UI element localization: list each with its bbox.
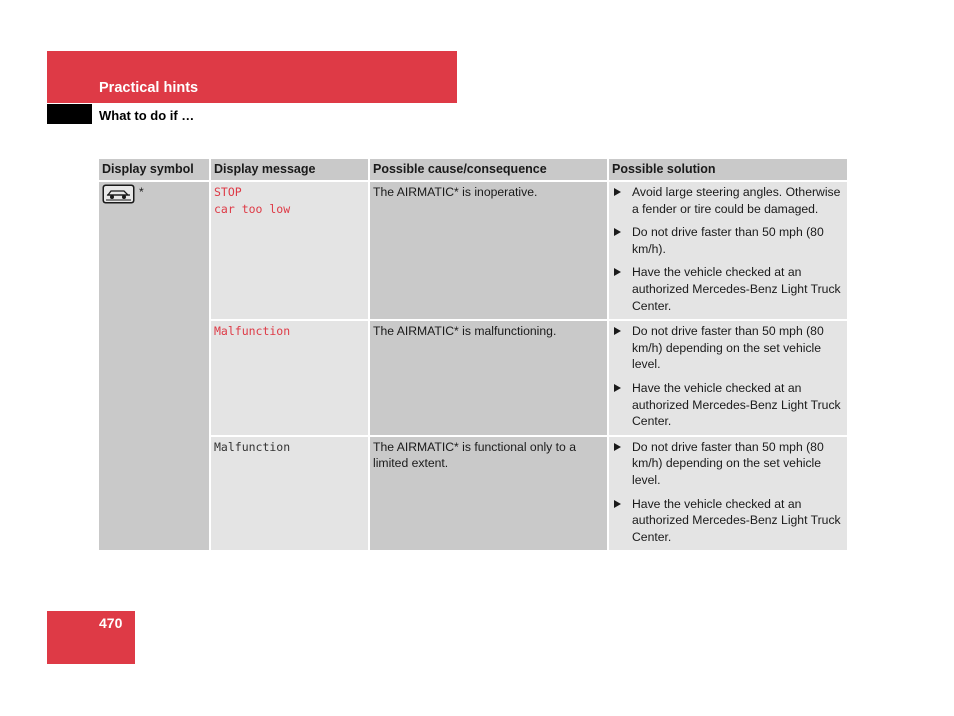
triangle-bullet-icon xyxy=(614,268,621,276)
page-number: 470 xyxy=(99,615,123,631)
solution-item xyxy=(612,264,844,314)
airmatic-vehicle-level-icon xyxy=(102,184,135,204)
solution-text: Have the vehicle checked at an authorized Mercedes-Benz Light Truck Center. xyxy=(632,265,841,313)
solution-text: Have the vehicle checked at an authorized Mercedes-Benz Light Truck Center. xyxy=(632,380,841,429)
solution-item xyxy=(612,439,844,489)
display-message-text: Malfunction xyxy=(214,439,291,454)
triangle-bullet-icon xyxy=(614,384,621,392)
display-message-text: STOP xyxy=(214,185,242,199)
subtitle-marker xyxy=(47,104,92,124)
solution-item xyxy=(612,323,844,373)
solution-text: Do not drive faster than 50 mph (80 km/h) depending on the set vehicle level. xyxy=(632,439,824,487)
display-message-text: car too low xyxy=(214,201,291,216)
column-header: Possible solution xyxy=(608,159,847,181)
triangle-bullet-icon xyxy=(614,228,621,236)
column-header: Display symbol xyxy=(99,159,210,181)
solution-text: Do not drive faster than 50 mph (80 km/h). xyxy=(632,225,824,256)
triangle-bullet-icon xyxy=(614,443,621,451)
symbol-footnote-mark: * xyxy=(139,185,144,199)
triangle-bullet-icon xyxy=(614,188,621,196)
solution-item xyxy=(612,224,844,257)
table-row xyxy=(99,181,847,320)
solution-item xyxy=(612,496,844,546)
display-message-cell xyxy=(210,436,369,552)
display-message-cell xyxy=(210,181,369,320)
solution-list xyxy=(612,323,844,430)
table-header-row xyxy=(99,159,847,181)
solution-list xyxy=(612,439,844,546)
page-subtitle: What to do if … xyxy=(99,108,195,123)
display-message-text: Malfunction xyxy=(214,324,291,339)
table-row xyxy=(99,436,847,552)
display-symbol-cell xyxy=(99,181,210,551)
triangle-bullet-icon xyxy=(614,500,621,508)
solution-cell xyxy=(608,436,847,552)
cause-cell: The AIRMATIC* is malfunctioning. xyxy=(369,320,608,436)
solution-cell xyxy=(608,181,847,320)
display-message-cell xyxy=(210,320,369,436)
solution-list xyxy=(612,184,844,314)
solution-text: Have the vehicle checked at an authorized Mercedes-Benz Light Truck Center. xyxy=(632,496,841,544)
triangle-bullet-icon xyxy=(614,327,621,335)
cause-cell: The AIRMATIC* is functional only to a limited extent. xyxy=(369,436,608,552)
solution-item xyxy=(612,380,844,430)
column-header: Display message xyxy=(210,159,369,181)
table-row xyxy=(99,320,847,436)
display-messages-table xyxy=(99,159,847,552)
solution-item xyxy=(612,184,844,217)
cause-cell: The AIRMATIC* is inoperative. xyxy=(369,181,608,320)
solution-text: Avoid large steering angles. Otherwise a fender or tire could be damaged. xyxy=(632,185,841,216)
solution-cell xyxy=(608,320,847,436)
column-header: Possible cause/consequence xyxy=(369,159,608,181)
section-title: Practical hints xyxy=(99,80,199,96)
solution-text: Do not drive faster than 50 mph (80 km/h) depending on the set vehicle level. xyxy=(632,324,824,372)
